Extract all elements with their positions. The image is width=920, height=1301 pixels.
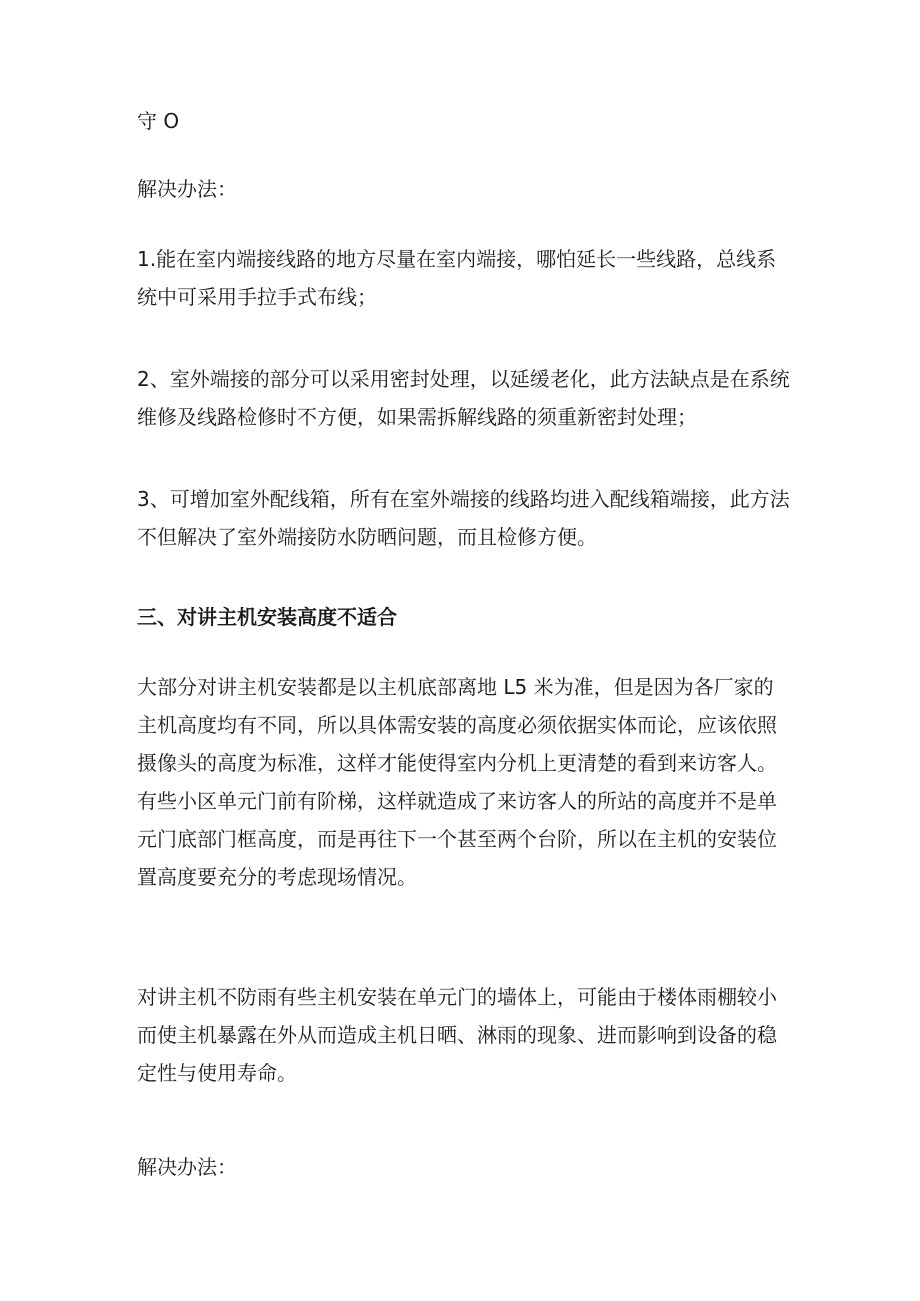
section-heading: [137, 598, 797, 636]
solution-label-text: 解决办法：: [137, 1155, 237, 1179]
paragraph-line: 1.能在室内端接线路的地方尽量在室内端接，哪怕延长一些线路，总线系: [137, 247, 777, 271]
paragraph-line: 不但解决了室外端接防水防晒问题，而且检修方便。: [137, 525, 597, 549]
paragraph-line: 置高度要充分的考虑现场情况。: [137, 865, 417, 889]
paragraph-line: 维修及线路检修时不方便，如果需拆解线路的须重新密封处理；: [137, 405, 697, 429]
paragraph-line: 元门底部门框高度，而是再往下一个甚至两个台阶，所以在主机的安装位: [137, 827, 777, 851]
paragraph-line: 2、室外端接的部分可以采用密封处理，以延缓老化，此方法缺点是在系统: [137, 367, 790, 391]
paragraph-line: 而使主机暴露在外从而造成主机日晒、淋雨的现象、进而影响到设备的稳: [137, 1023, 777, 1047]
solution-item-2: [137, 360, 797, 436]
paragraph-line: 摄像头的高度为标准，这样才能使得室内分机上更清楚的看到来访客人。: [137, 751, 777, 775]
solution-label-text: 解决办法：: [137, 177, 237, 201]
paragraph-line: 定性与使用寿命。: [137, 1061, 297, 1085]
section-heading-text: 三、对讲主机安装高度不适合: [137, 605, 397, 629]
paragraph-line: 对讲主机不防雨有些主机安装在单元门的墙体上，可能由于楼体雨棚较小: [137, 985, 777, 1009]
fragment-top: [137, 102, 797, 140]
paragraph-line: 主机高度均有不同，所以具体需安装的高度必须依据实体而论，应该依照: [137, 713, 777, 737]
fragment-top-text: 守 O: [137, 109, 180, 133]
paragraph-line: 3、可增加室外配线箱，所有在室外端接的线路均进入配线箱端接，此方法: [137, 487, 790, 511]
solution-label-2: [137, 1148, 797, 1186]
paragraph-rain-protection: [137, 978, 797, 1092]
paragraph-line: 统中可采用手拉手式布线；: [137, 285, 377, 309]
solution-item-3: [137, 480, 797, 556]
paragraph-installation-height: [137, 668, 797, 896]
paragraph-line: 大部分对讲主机安装都是以主机底部离地 L5 米为准，但是因为各厂家的: [137, 675, 774, 699]
solution-item-1: [137, 240, 797, 316]
solution-label-1: [137, 170, 797, 208]
paragraph-line: 有些小区单元门前有阶梯，这样就造成了来访客人的所站的高度并不是单: [137, 789, 777, 813]
